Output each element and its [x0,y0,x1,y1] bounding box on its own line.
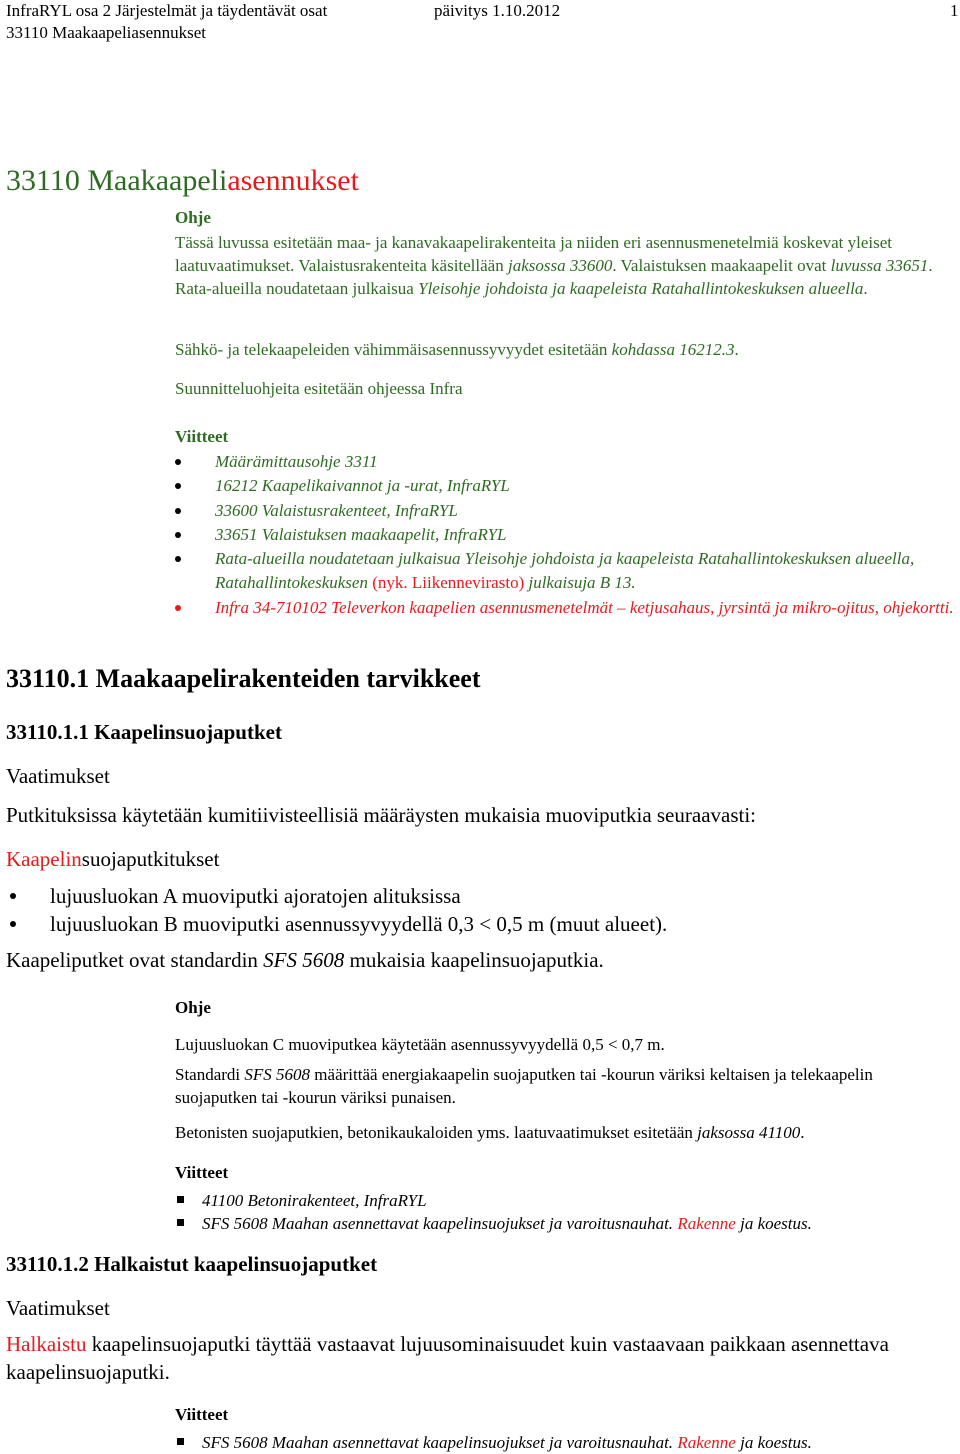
section12-rest: kaapelinsuojaputki täyttää vastaavat lujuusominaisuudet kuin vastaavaan paikkaan asennettava kaapelinsuojaputki. [6,1332,889,1384]
p2-b: mukaisia kaapelinsuojaputkia. [344,948,604,972]
ohje2-p2-b: määrittää energiakaapelin suojaputken tai -kourun väriksi keltaisen ja telekaapelin suojaputken tai -kourun väriksi punaisen. [175,1065,873,1107]
section-heading-33110-1-1: 33110.1.1 Kaapelinsuojaputket [6,720,282,744]
ohje2-paragraph-2 [175,1063,935,1109]
viitteet-item: 16212 Kaapelikaivannot ja -urat, InfraRYL [171,474,960,498]
main-heading-part1: 33110 Maakaapeli [6,164,228,197]
viitteet-item: 33651 Valaistuksen maakaapelit, InfraRYL [171,523,960,547]
p2-a: Kaapeliputket ovat standardin [6,948,264,972]
viitteet-list-2 [175,1189,955,1235]
viitteet2-item: 41100 Betonirakenteet, InfraRYL [175,1189,955,1212]
ohje-p2-end: . [734,340,739,359]
requirements-paragraph-2 [6,946,604,974]
document-title: InfraRYL osa 2 Järjestelmät ja täydentävät osat [6,1,328,20]
viitteet-list-3 [175,1431,955,1454]
viitteet-item: 33600 Valaistusrakenteet, InfraRYL [171,499,960,523]
subheading-red: Kaapelin [6,847,82,871]
ohje-p2-text: Sähkö- ja telekaapeleiden vähimmäisasennussyvyydet esitetään [175,340,612,359]
viitteet-item [171,547,960,596]
ohje-paragraph-3: Suunnitteluohjeita esitetään ohjeessa Infra [175,379,463,398]
viitteet2-item2-red: Rakenne [677,1214,736,1233]
requirements-paragraph-1: Putkituksissa käytetään kumitiivisteellisiä määräysten mukaisia muoviputkia seuraavasti: [6,803,757,827]
ohje-label-2: Ohje [175,998,211,1017]
requirements-item: lujuusluokan B muoviputki asennussyvyydellä 0,3 < 0,5 m (muut alueet). [6,910,906,938]
ohje-paragraph-1 [175,231,960,300]
viitteet2-item2-a: SFS 5608 Maahan asennettavat kaapelinsuojukset ja varoitusnauhat. [202,1214,678,1233]
viitteet-label: Viitteet [175,427,229,446]
ohje2-p3-a: Betonisten suojaputkien, betonikaukaloiden yms. laatuvaatimukset esitetään [175,1123,698,1142]
main-heading-part2: asennukset [227,164,359,197]
vaatimukset-heading-2: Vaatimukset [6,1296,110,1320]
ohje-p1-e: . Rata-alueilla noudatetaan julkaisua [175,256,933,298]
requirements-item: lujuusluokan A muoviputki ajoratojen alituksissa [6,882,906,910]
viitteet-label-3: Viitteet [175,1405,229,1424]
page-header [6,0,561,44]
update-date: päivitys 1.10.2012 [434,1,561,20]
viitteet2-item2-b: ja koestus. [735,1214,812,1233]
ohje-label: Ohje [175,208,211,227]
ohje-p1-ref-33651: luvussa 33651 [830,256,929,275]
viitteet2-item [175,1212,955,1235]
ohje-p1-ref-33600: jaksossa 33600 [507,256,613,275]
viitteet-list [171,450,960,620]
p2-standard: SFS 5608 [263,948,345,972]
ohje-paragraph-2 [175,338,739,361]
section-heading-33110-1: 33110.1 Maakaapelirakenteiden tarvikkeet [6,664,481,693]
viitteet-item: Määrämittausohje 3311 [171,450,960,474]
viitteet-item5-c: julkaisuja B 13. [524,573,636,593]
section-heading-33110-1-2: 33110.1.2 Halkaistut kaapelinsuojaputket [6,1252,378,1276]
vaatimukset-heading: Vaatimukset [6,764,110,788]
viitteet3-item [175,1431,955,1454]
viitteet-item: Infra 34-710102 Televerkon kaapelien asennusmenetelmät – ketjusahaus, jyrsintä ja mikro-ojitus, ohjekortti. [171,596,960,620]
page-number: 1 [950,1,959,20]
ohje-p1-a: Valaistusrakenteita käsitellään [294,256,508,275]
requirements-subheading [6,845,219,873]
viitteet-item5-a: Rata-alueilla noudatetaan julkaisua Yleisohje johdoista ja kaapeleista Ratahallintokeskuksen alueella, Ratahallintokeskuksen [215,549,915,593]
viitteet3-item1-a: SFS 5608 Maahan asennettavat kaapelinsuojukset ja varoitusnauhat. [202,1433,678,1452]
main-heading [6,164,359,198]
viitteet-item5-b: (nyk. Liikennevirasto) [372,573,525,593]
ohje2-p3-ref: jaksossa 41100 [697,1123,801,1142]
ohje2-p2-a: Standardi [175,1065,245,1084]
ohje2-p2-standard: SFS 5608 [244,1065,311,1084]
viitteet-label-2: Viitteet [175,1163,229,1182]
viitteet3-item1-b: ja koestus. [735,1433,812,1452]
section12-red: Halkaistu [6,1332,87,1356]
requirements-list [6,882,906,938]
ohje2-p3-b: . [800,1123,805,1142]
section12-paragraph [6,1330,906,1386]
header-subtitle: 33110 Maakaapeliasennukset [6,23,206,42]
ohje-p1-green: Tässä luvussa esitetään maa- ja kanavakaapelirakenteita ja niiden eri asennusmenetelmiä koskevat yleiset laatuvaatimukset. [175,233,893,275]
ohje-p1-g: . [863,279,868,298]
ohje-p2-ref: kohdassa 16212.3 [611,340,735,359]
subheading-rest: suojaputkitukset [81,847,220,871]
ohje2-paragraph-1: Lujuusluokan C muoviputkea käytetään asennussyvyydellä 0,5 < 0,7 m. [175,1035,665,1054]
ohje-p1-ref-yleisohje: Yleisohje johdoista ja kaapeleista Ratahallintokeskuksen alueella [418,279,864,298]
ohje-p1-c: . Valaistuksen maakaapelit ovat [612,256,831,275]
ohje2-paragraph-3 [175,1121,805,1144]
viitteet3-item1-red: Rakenne [677,1433,736,1452]
